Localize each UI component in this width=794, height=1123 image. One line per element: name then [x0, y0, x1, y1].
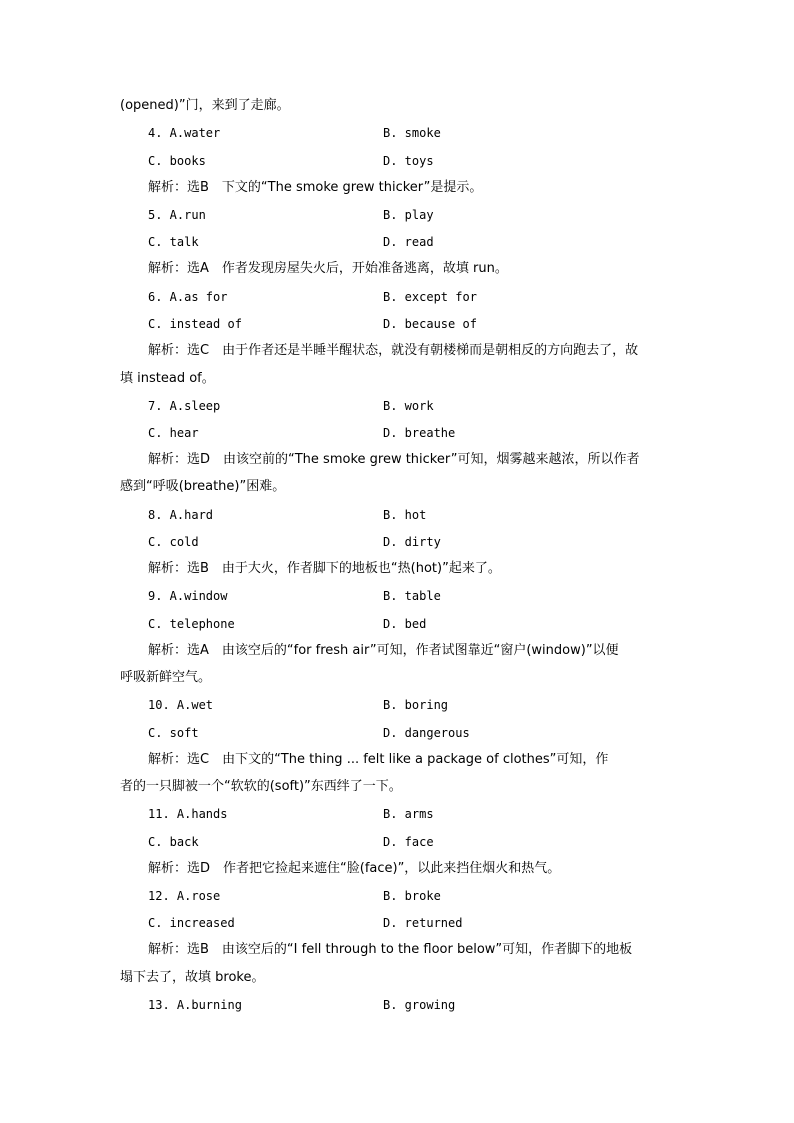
analysis-line [0, 777, 794, 797]
option-b: B. boring [383, 698, 449, 712]
option-row [0, 804, 794, 824]
analysis-text: 塌下去了，故填 broke。 [120, 970, 265, 985]
option-d: D. breathe [383, 426, 456, 440]
option-row [0, 695, 794, 715]
option-c: C. back [148, 835, 199, 849]
option-c: C. hear [148, 426, 199, 440]
option-c: C. telephone [148, 617, 235, 631]
analysis-text: 者的一只脚被一个“软软的(soft)”东西绊了一下。 [120, 779, 402, 794]
analysis-text: 解析：选A 由该空后的“for fresh air”可知，作者试图靠近“窗户(window)”以便 [148, 643, 619, 658]
option-row [0, 205, 794, 225]
option-row [0, 287, 794, 307]
analysis-text: 解析：选D 由该空前的“The smoke grew thicker”可知，烟雾越来越浓，所以作者 [148, 452, 640, 467]
option-c: C. books [148, 154, 206, 168]
option-d: D. returned [383, 916, 463, 930]
analysis-text: 解析：选C 由于作者还是半睡半醒状态，就没有朝楼梯而是朝相反的方向跑去了，故 [148, 343, 639, 358]
analysis-line [0, 559, 794, 579]
analysis-line [0, 341, 794, 361]
option-row [0, 505, 794, 525]
option-a: 10. A.wet [148, 698, 214, 712]
analysis-text: 解析：选C 由下文的“The thing ... felt like a package of clothes”可知，作 [148, 752, 609, 767]
option-row [0, 832, 794, 852]
analysis-line [0, 178, 794, 198]
option-row [0, 586, 794, 606]
option-b: B. hot [383, 508, 427, 522]
option-d: D. bed [383, 617, 427, 631]
analysis-line [0, 750, 794, 770]
analysis-line [0, 668, 794, 688]
analysis-line [0, 259, 794, 279]
option-row [0, 423, 794, 443]
continued-analysis-text: (opened)”门，来到了走廊。 [120, 98, 290, 113]
option-b: B. arms [383, 807, 434, 821]
analysis-text: 解析：选B 由该空后的“I fell through to the floor below”可知，作者脚下的地板 [148, 942, 633, 957]
analysis-text: 解析：选B 下文的“The smoke grew thicker”是提示。 [148, 180, 483, 195]
option-row [0, 913, 794, 933]
option-row [0, 123, 794, 143]
option-b: B. play [383, 208, 434, 222]
option-d: D. read [383, 235, 434, 249]
option-b: B. except for [383, 290, 477, 304]
analysis-line [0, 450, 794, 470]
analysis-line [0, 968, 794, 988]
option-d: D. dangerous [383, 726, 470, 740]
analysis-text: 感到“呼吸(breathe)”困难。 [120, 479, 286, 494]
analysis-text: 呼吸新鲜空气。 [120, 670, 212, 685]
option-b: B. table [383, 589, 441, 603]
option-c: C. talk [148, 235, 199, 249]
analysis-line [0, 641, 794, 661]
option-a: 8. A.hard [148, 508, 214, 522]
option-b: B. growing [383, 998, 456, 1012]
option-row [0, 314, 794, 334]
option-row [0, 151, 794, 171]
option-a: 13. A.burning [148, 998, 242, 1012]
option-a: 12. A.rose [148, 889, 221, 903]
analysis-line [0, 940, 794, 960]
option-a: 5. A.run [148, 208, 206, 222]
option-row [0, 396, 794, 416]
option-row [0, 995, 794, 1015]
option-a: 4. A.water [148, 126, 221, 140]
option-d: D. dirty [383, 535, 441, 549]
text-line [0, 96, 794, 116]
option-c: C. instead of [148, 317, 242, 331]
option-row [0, 532, 794, 552]
option-d: D. face [383, 835, 434, 849]
option-row [0, 886, 794, 906]
option-row [0, 614, 794, 634]
analysis-line [0, 369, 794, 389]
option-a: 9. A.window [148, 589, 228, 603]
option-c: C. increased [148, 916, 235, 930]
option-c: C. cold [148, 535, 199, 549]
option-c: C. soft [148, 726, 199, 740]
option-b: B. broke [383, 889, 441, 903]
analysis-text: 解析：选B 由于大火，作者脚下的地板也“热(hot)”起来了。 [148, 561, 501, 576]
option-row [0, 232, 794, 252]
option-row [0, 723, 794, 743]
analysis-text: 填 instead of。 [120, 371, 215, 386]
option-a: 11. A.hands [148, 807, 228, 821]
option-d: D. toys [383, 154, 434, 168]
option-a: 6. A.as for [148, 290, 228, 304]
analysis-line [0, 859, 794, 879]
analysis-line [0, 477, 794, 497]
option-b: B. work [383, 399, 434, 413]
analysis-text: 解析：选A 作者发现房屋失火后，开始准备逃离，故填 run。 [148, 261, 508, 276]
option-b: B. smoke [383, 126, 441, 140]
analysis-text: 解析：选D 作者把它捡起来遮住“脸(face)”，以此来挡住烟火和热气。 [148, 861, 561, 876]
option-d: D. because of [383, 317, 477, 331]
option-a: 7. A.sleep [148, 399, 221, 413]
